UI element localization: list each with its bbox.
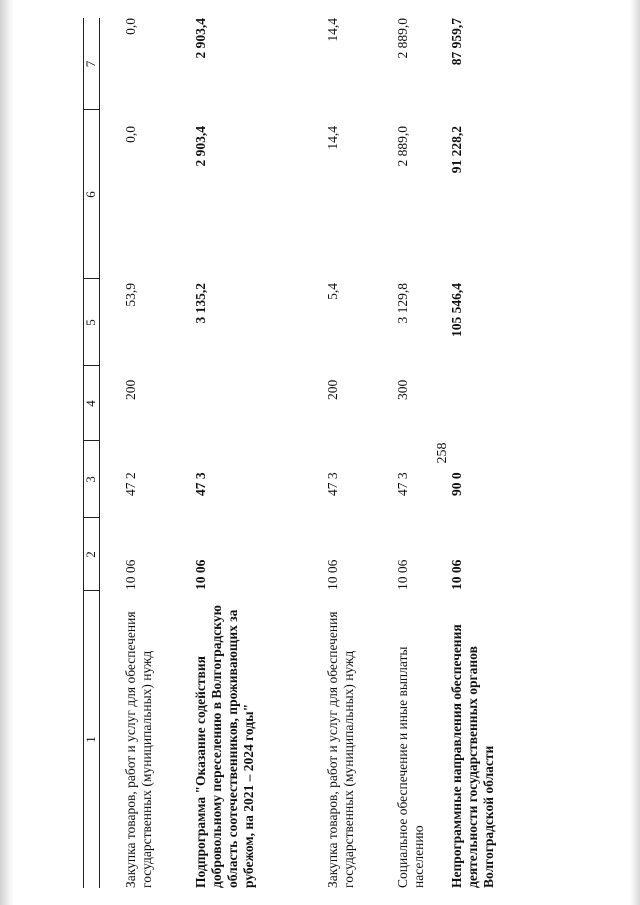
row-value-7: 2 903,4 <box>193 18 208 59</box>
row-name: Социальное обеспечение и иные выплаты населению <box>395 646 426 888</box>
col-header-4: 4 <box>83 400 98 407</box>
row-value-7: 2 889,0 <box>395 18 410 59</box>
row-section-code: 10 06 <box>395 559 410 590</box>
row-value-6: 2 903,4 <box>193 126 208 167</box>
header-bottom-rule <box>99 18 100 888</box>
row-name: Непрограммные направления обеспечения деятельности государственных органов Волгоградской области <box>449 624 496 888</box>
row-target-code: 47 3 <box>325 472 340 496</box>
row-section-code: 10 06 <box>325 559 340 590</box>
row-value-6: 2 889,0 <box>395 126 410 167</box>
row-value-5: 3 135,2 <box>193 283 208 324</box>
row-target-code: 47 3 <box>193 472 208 496</box>
row-expense-type: 200 <box>325 379 340 400</box>
scan-shadow-left <box>0 0 14 905</box>
col-header-2: 2 <box>83 551 98 558</box>
row-section-code: 10 06 <box>449 559 464 590</box>
row-name: Закупка товаров, работ и услуг для обеспечения государственных (муниципальных) нужд <box>123 611 154 888</box>
row-value-6: 0,0 <box>123 126 138 143</box>
row-value-6: 14,4 <box>325 126 340 150</box>
row-value-5: 53,9 <box>123 283 138 307</box>
rotated-table-page <box>83 18 640 888</box>
row-target-code: 47 2 <box>123 472 138 496</box>
col-header-3: 3 <box>83 476 98 483</box>
row-value-6: 91 228,2 <box>449 126 464 174</box>
row-expense-type: 300 <box>395 379 410 400</box>
row-value-7: 14,4 <box>325 18 340 42</box>
row-value-5: 5,4 <box>325 283 340 300</box>
row-section-code: 10 06 <box>123 559 138 590</box>
row-name: Закупка товаров, работ и услуг для обеспечения государственных (муниципальных) нужд <box>325 611 356 888</box>
col-header-6: 6 <box>83 191 98 198</box>
row-value-5: 3 129,8 <box>395 283 410 324</box>
row-value-7: 0,0 <box>123 18 138 35</box>
page-number: 258 <box>435 442 450 464</box>
row-name: Подпрограмма "Оказание содействия добровольному переселению в Волгоградскую область соотечественников, проживающих за рубежом, на 2021 – 2024 годы" <box>193 605 256 888</box>
col-header-7: 7 <box>83 60 98 68</box>
row-section-code: 10 06 <box>193 559 208 590</box>
col-header-1: 1 <box>83 736 98 743</box>
row-target-code: 47 3 <box>395 472 410 496</box>
col-header-5: 5 <box>83 319 98 326</box>
row-value-7: 87 959,7 <box>449 18 464 66</box>
row-target-code: 90 0 <box>449 472 464 496</box>
row-expense-type: 200 <box>123 379 138 400</box>
row-value-5: 105 546,4 <box>449 283 464 337</box>
